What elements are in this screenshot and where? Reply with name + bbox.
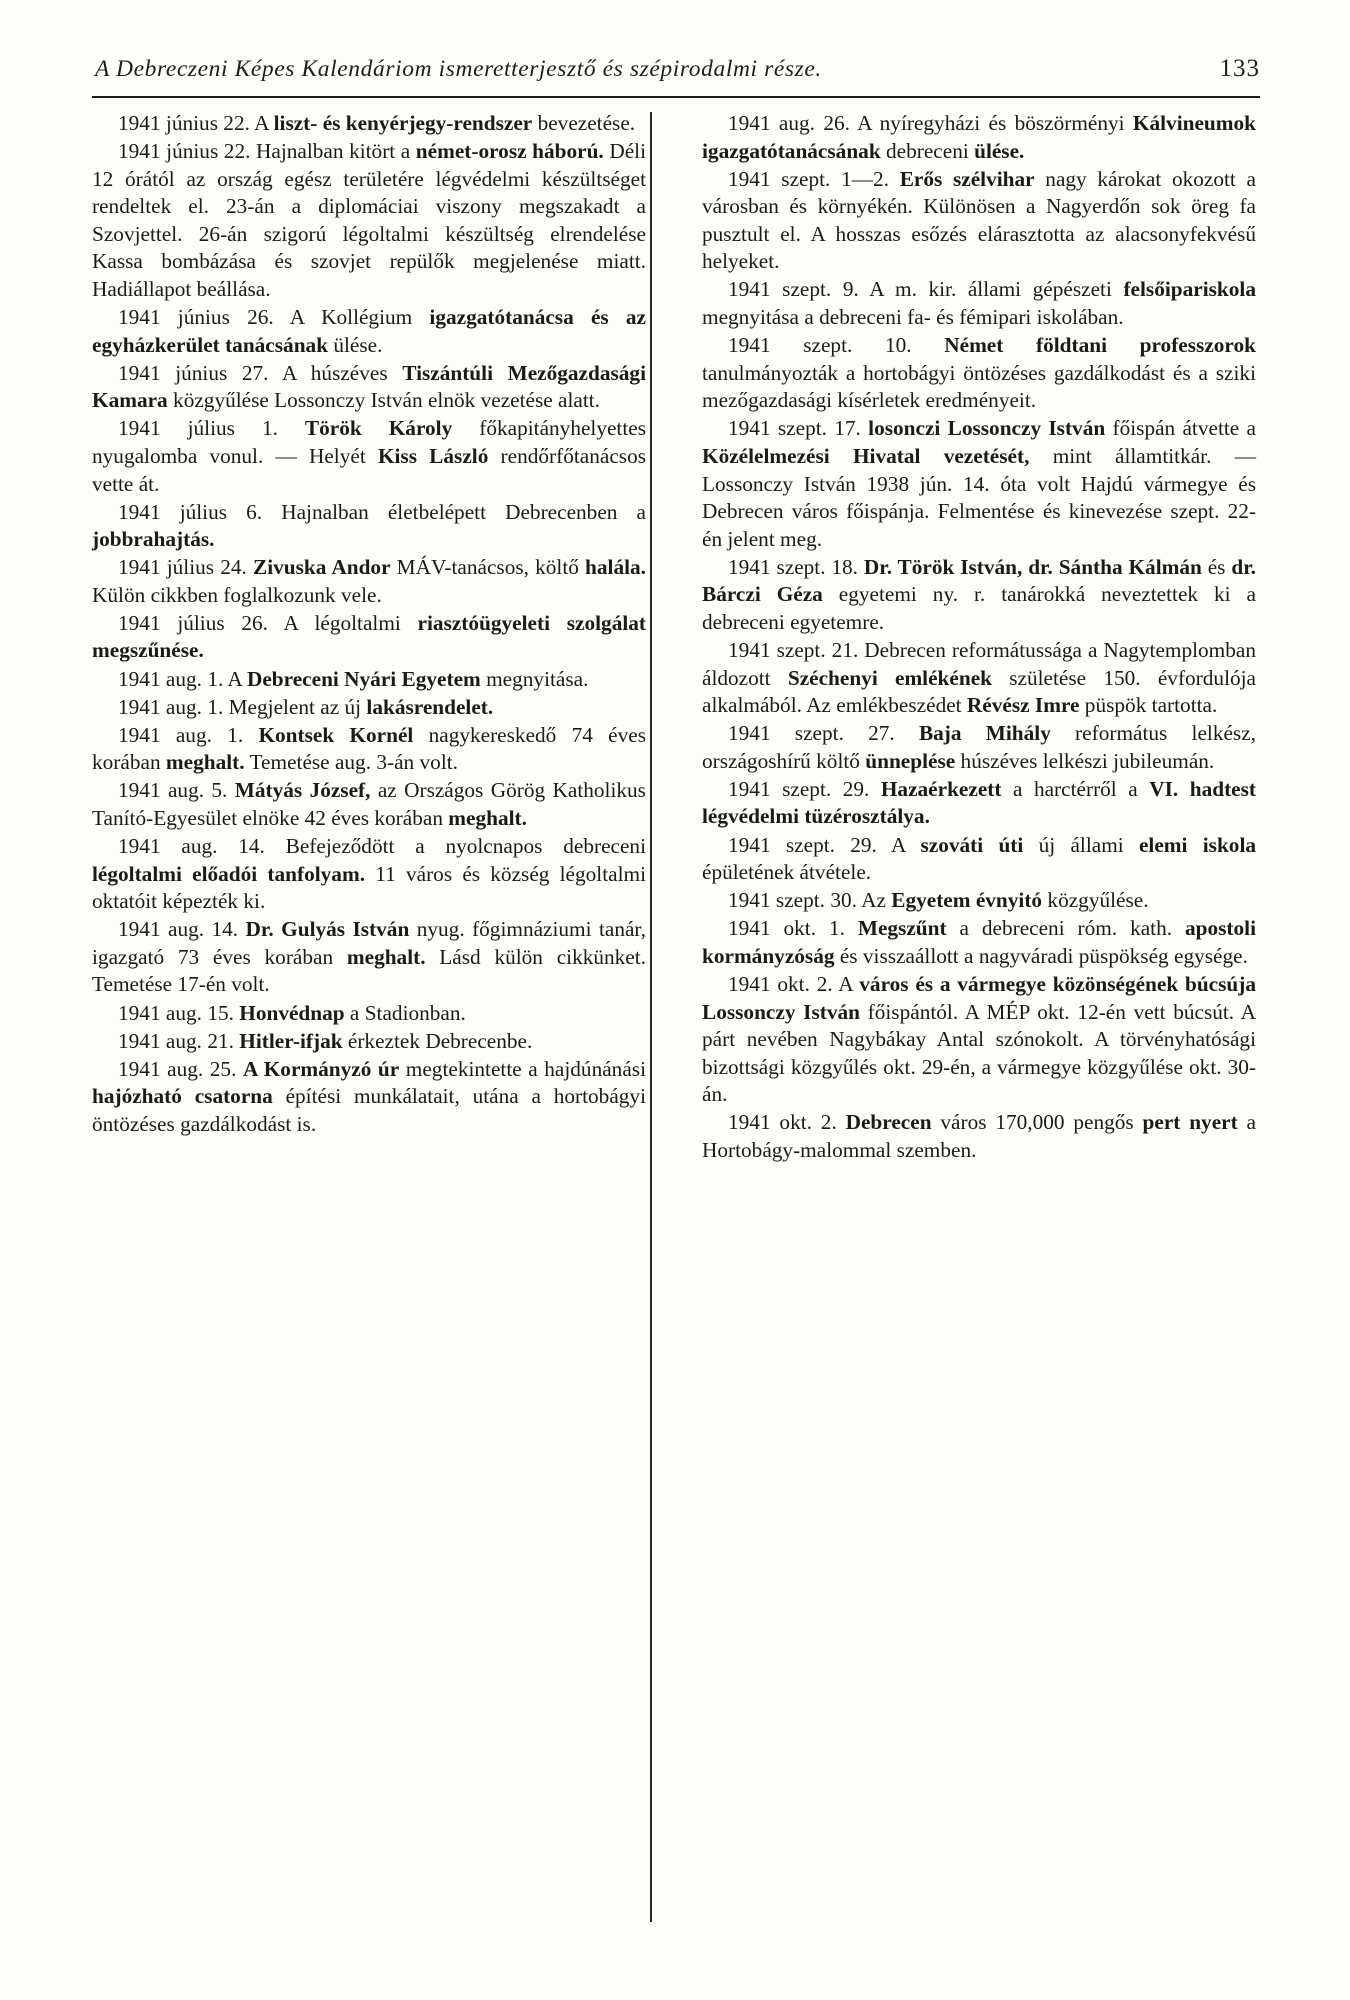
chronicle-entry: 1941 június 22. Hajnalban kitört a német-orosz háború. Déli 12 órától az ország egész területére légvédelmi készültséget rendeltek el. 23-án a diplomáciai viszony megszakadt a Szovjettel. 26-án szigorú légoltalmi készültség elrendelése Kassa bombázása és szovjet repülők megjelenése miatt. Hadiállapot beállása. [92, 139, 646, 301]
chronicle-entry: 1941 szept. 30. Az Egyetem évnyitó közgyűlése. [728, 888, 1149, 913]
chronicle-entry: 1941 aug. 26. A nyíregyházi és böszörményi Kálvineumok igazgatótanácsának debreceni ülése. [702, 111, 1256, 163]
chronicle-entry: 1941 szept. 9. A m. kir. állami gépészeti felsőipariskola megnyitása a debreceni fa- és fémipari iskolában. [702, 277, 1256, 330]
chronicle-entry: 1941 július 6. Hajnalban életbelépett Debrecenben a jobbrahajtás. [92, 499, 646, 552]
chronicle-entry: 1941 aug. 25. A Kormányzó úr megtekintette a hajdúnánási hajózható csatorna építési munkálatait, utána a hortobágyi öntözéses gazdálkodást is. [92, 1056, 646, 1136]
chronicle-entry: 1941 okt. 2. A város és a vármegye közönségének búcsúja Lossonczy István főispántól. A MÉP okt. 12-én vett búcsút. A párt nevében Nagybákay Antal szónokolt. A törvényhatósági bizottsági közgyűlés okt. 29-én, a vármegye közgyűlése okt. 30-án. [702, 971, 1257, 1107]
left-column [92, 110, 672, 1165]
chronicle-entry: 1941 szept. 29. Hazaérkezett a harctérről a VI. hadtest légvédelmi tüzérosztálya. [702, 776, 1256, 829]
chronicle-entry: 1941 július 1. Török Károly főkapitányhelyettes nyugalomba vonul. — Helyét Kiss László rendőrfőtanácsos vette át. [92, 416, 647, 496]
chronicle-entry: 1941 aug. 1. Kontsek Kornél nagykereskedő 74 éves korában meghalt. Temetése aug. 3-án volt. [92, 722, 646, 775]
chronicle-entry: 1941 szept. 18. Dr. Török István, dr. Sántha Kálmán és dr. Bárczi Géza egyetemi ny. r. tanárokká neveztettek ki a debreceni egyetemre. [702, 554, 1257, 634]
page-title: A Debreczeni Képes Kalendáriom ismeretterjesztő és szépirodalmi része. [95, 56, 822, 82]
chronicle-entry: 1941 szept. 27. Baja Mihály református lelkész, országoshírű költő ünneplése húszéves lelkészi jubileumán. [702, 721, 1256, 773]
page-number: 133 [1219, 55, 1260, 82]
chronicle-entry: 1941 június 26. A Kollégium igazgatótanácsa és az egyházkerület tanácsának ülése. [92, 305, 646, 357]
chronicle-entry: 1941 aug. 14. Dr. Gulyás István nyug. főgimnáziumi tanár, igazgató 73 éves korában meghalt. Lásd külön cikkünket. Temetése 17-én volt. [92, 917, 647, 997]
chronicle-entry: 1941 június 27. A húszéves Tiszántúli Mezőgazdasági Kamara közgyűlése Lossonczy István elnök vezetése alatt. [92, 360, 646, 413]
chronicle-entry: 1941 szept. 29. A szováti úti új állami elemi iskola épületének átvétele. [702, 832, 1257, 885]
chronicle-entry: 1941 július 26. A légoltalmi riasztóügyeleti szolgálat megszűnése. [92, 610, 646, 663]
chronicle-entry: 1941 okt. 2. Debrecen város 170,000 pengős pert nyert a Hortobágy-malommal szemben. [702, 1110, 1257, 1162]
chronicle-entry: 1941 aug. 5. Mátyás József, az Országos Görög Katholikus Tanító-Egyesület elnöke 42 éves korában meghalt. [92, 778, 646, 830]
chronicle-entry: 1941 aug. 1. A Debreceni Nyári Egyetem megnyitása. [118, 666, 589, 691]
body-columns [92, 110, 1260, 1165]
chronicle-entry: 1941 július 24. Zivuska Andor MÁV-tanácsos, költő halála. Külön cikkben foglalkozunk vele. [92, 555, 646, 607]
chronicle-entry: 1941 szept. 17. losonczi Lossonczy István főispán átvette a Közélelmezési Hivatal vezetését, mint államtitkár. — Lossonczy István 1938 jún. 14. óta volt Hajdú vármegye és Debrecen város főispánja. Felmentése és kinevezése szept. 22-én jelent meg. [702, 416, 1256, 551]
chronicle-entry: 1941 aug. 21. Hitler-ifjak érkeztek Debrecenbe. [118, 1028, 533, 1053]
chronicle-entry: 1941 aug. 1. Megjelent az új lakásrendelet. [118, 694, 494, 719]
chronicle-entry: 1941 aug. 14. Befejeződött a nyolcnapos debreceni légoltalmi előadói tanfolyam. 11 város és község légoltalmi oktatóit képezték ki. [92, 834, 646, 914]
chronicle-entry: 1941 okt. 1. Megszűnt a debreceni róm. kath. apostoli kormányzóság és visszaállott a nagyváradi püspökség egysége. [702, 916, 1256, 968]
right-column [672, 110, 1256, 1165]
chronicle-entry: 1941 június 22. A liszt- és kenyérjegy-rendszer bevezetése. [118, 111, 636, 135]
header-rule [92, 96, 1260, 98]
chronicle-entry: 1941 szept. 21. Debrecen reformátussága a Nagytemplomban áldozott Széchenyi emlékének születése 150. évfordulója alkalmából. Az emlékbeszédet Révész Imre püspök tartotta. [702, 637, 1257, 718]
chronicle-entry: 1941 szept. 10. Német földtani professzorok tanulmányozták a hortobágyi öntözéses gazdálkodást és a sziki mezőgazdasági kísérletek eredményeit. [702, 333, 1256, 413]
page-header [95, 55, 1260, 83]
chronicle-entry: 1941 aug. 15. Honvédnap a Stadionban. [118, 1000, 466, 1025]
chronicle-entry: 1941 szept. 1—2. Erős szélvihar nagy károkat okozott a városban és környékén. Különösen a Nagyerdőn sok öreg fa pusztult el. A hosszas esőzés elárasztotta az alacsonyfekvésű helyeket. [702, 166, 1256, 274]
